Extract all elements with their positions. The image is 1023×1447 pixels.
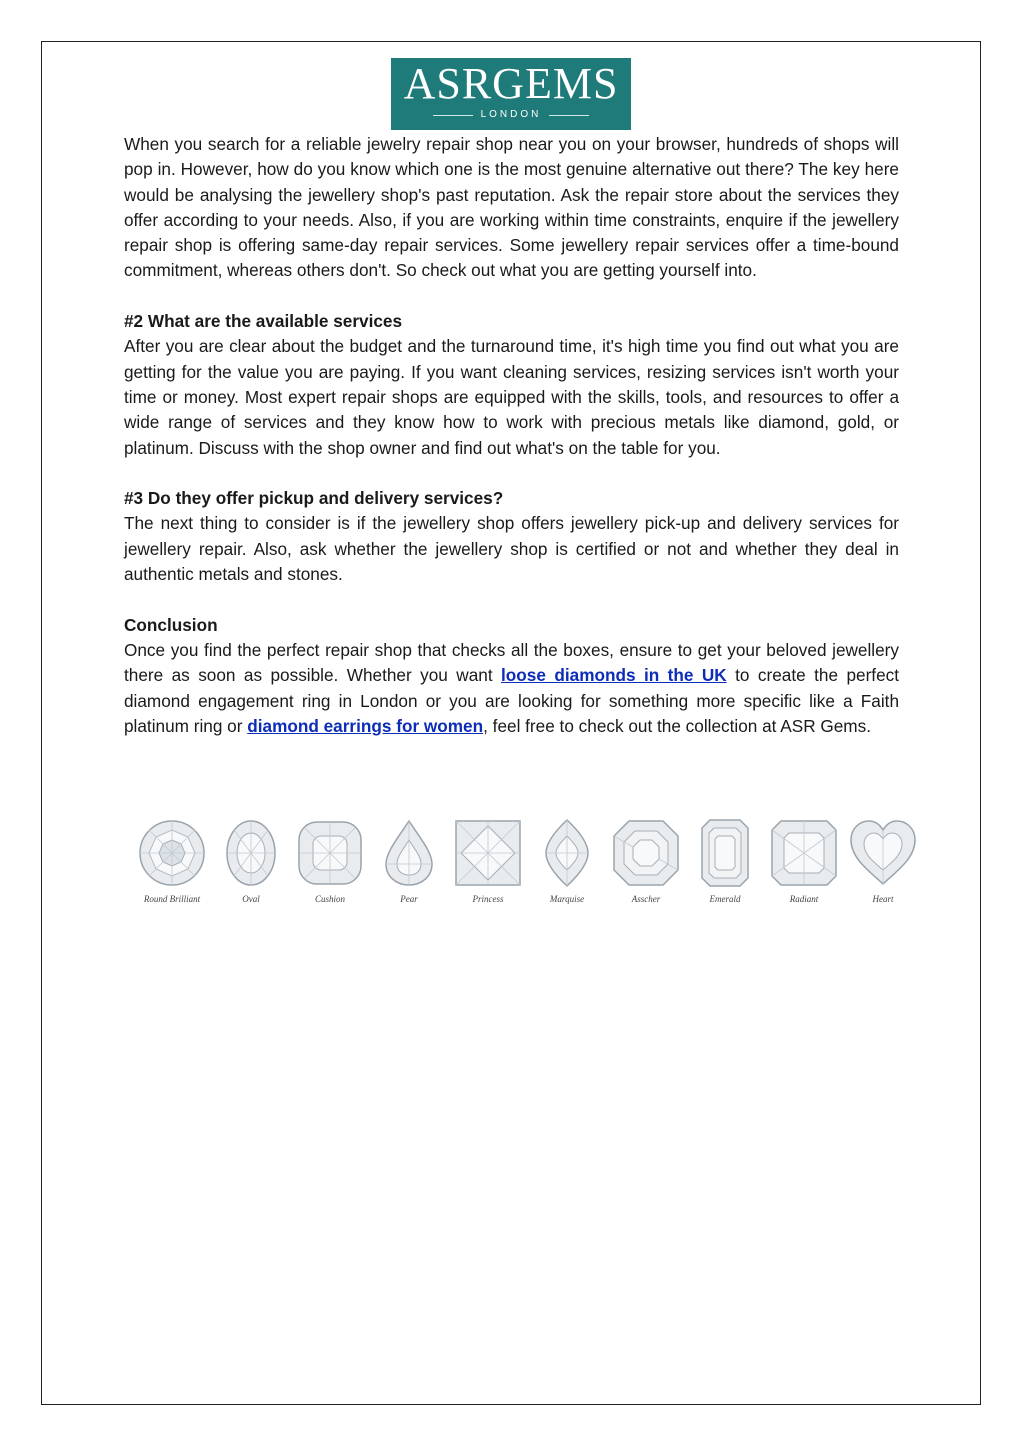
gem-label: Heart — [872, 894, 894, 904]
gem-label: Princess — [472, 894, 504, 904]
section2-paragraph: After you are clear about the budget and the turnaround time, it's high time you find out what you are getting for the value you are paying. If you want cleaning services, resizing services isn't worth your time or money. Most expert repair shops are equipped with the skills, tools, and resources to offer a wide range of services and they know how to work with precious metals like diamond, gold, or platinum. Discuss with the shop owner and find out what's on the table for you. — [124, 336, 899, 458]
diamond-earrings-link[interactable]: diamond earrings for women — [247, 715, 484, 736]
paragraph-gap — [124, 587, 899, 612]
heart-diamond-icon — [848, 818, 918, 888]
gem-oval — [214, 818, 288, 910]
asrgems-logo — [391, 58, 631, 130]
conclusion-text-3: , feel free to check out the collection at ASR Gems. — [483, 715, 871, 736]
paragraph-gap — [124, 461, 899, 486]
conclusion-heading: Conclusion — [124, 614, 218, 635]
gem-label: Marquise — [549, 894, 585, 904]
intro-paragraph: When you search for a reliable jewelry repair shop near you on your browser, hundreds of shops will pop in. However, how do you know which one is the most genuine alternative out there? The key here would be analysing the jewellery shop's past reputation. Ask the repair store about the services they offer according to your needs. Also, if you are working within time constraints, enquire if the jewellery repair shop is offering same-day repair services. Some jewellery repair services offer a time-bound commitment, whereas others don't. So check out what you are getting yourself into. — [124, 134, 899, 281]
gem-label: Cushion — [314, 894, 345, 904]
section3-paragraph: The next thing to consider is if the jewellery shop offers jewellery pick-up and delivery services for jewellery repair. Also, ask whether the jewellery shop is certified or not and whether they deal in authentic metals and stones. — [124, 513, 899, 585]
marquise-diamond-icon — [532, 818, 602, 888]
gem-label: Round Brilliant — [143, 894, 201, 904]
gem-radiant — [767, 818, 841, 910]
gem-pear — [372, 818, 446, 910]
cushion-diamond-icon — [295, 818, 365, 888]
logo-wordmark: ASRGEMS — [403, 59, 619, 108]
loose-diamonds-link[interactable]: loose diamonds in the UK — [501, 665, 727, 686]
gem-label: Pear — [400, 894, 418, 904]
diamond-shapes-image — [130, 818, 920, 910]
gem-asscher — [609, 818, 683, 910]
princess-diamond-icon — [453, 818, 523, 888]
section2-heading: #2 What are the available services — [124, 311, 403, 332]
gem-round-brilliant — [135, 818, 209, 910]
gem-emerald — [688, 818, 762, 910]
round-brilliant-diamond-icon — [137, 818, 207, 888]
emerald-diamond-icon — [690, 818, 760, 888]
section3-heading: #3 Do they offer pickup and delivery services? — [124, 488, 504, 509]
conclusion-text-2: to create the perfect diamond engagement ring in London or you are looking for something more specific like a Faith platinum ring or — [124, 665, 899, 736]
gem-princess — [451, 818, 525, 910]
gem-heart — [846, 818, 920, 910]
gem-label: Oval — [242, 894, 260, 904]
logo-subline — [391, 108, 631, 122]
article-body — [124, 132, 899, 739]
oval-diamond-icon — [216, 818, 286, 888]
paragraph-gap — [124, 284, 899, 309]
logo-rule-left — [433, 115, 473, 116]
logo-subtitle: LONDON — [480, 109, 542, 120]
conclusion-paragraph — [124, 638, 899, 739]
gem-label: Emerald — [709, 894, 741, 904]
gem-marquise — [530, 818, 604, 910]
pear-diamond-icon — [374, 818, 444, 888]
gem-label: Asscher — [631, 894, 661, 904]
logo-rule-right — [549, 115, 589, 116]
asscher-diamond-icon — [611, 818, 681, 888]
conclusion-text-1: Once you find the perfect repair shop that checks all the boxes, ensure to get your beloved jewellery there as soon as possible. Whether you want — [124, 639, 899, 686]
radiant-diamond-icon — [769, 818, 839, 888]
gem-cushion — [293, 818, 367, 910]
gem-label: Radiant — [789, 894, 819, 904]
